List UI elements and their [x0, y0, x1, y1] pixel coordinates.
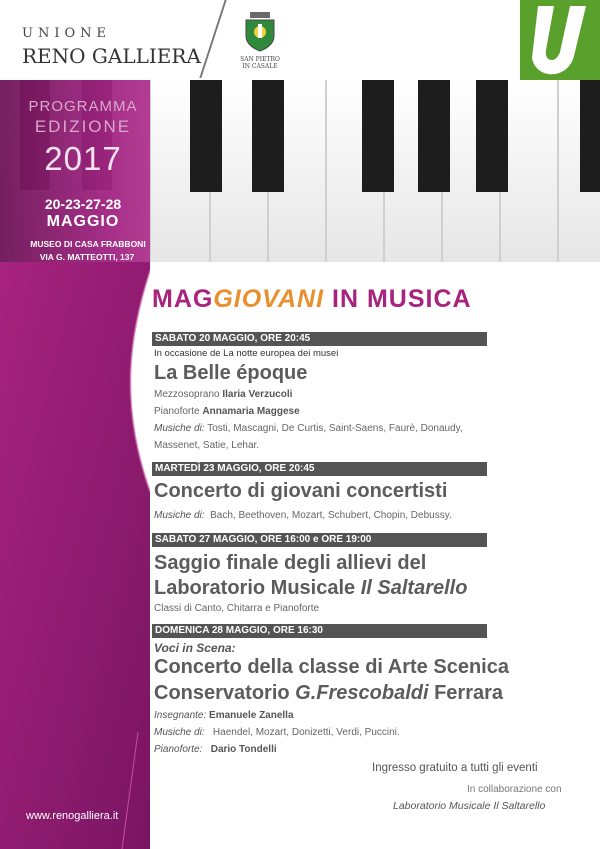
- event-4-title-line1: Concerto della classe di Arte Scenica: [154, 656, 509, 678]
- website-link[interactable]: www.renogalliera.it: [26, 810, 119, 822]
- collaboration-name: Laboratorio Musicale Il Saltarello: [393, 800, 546, 812]
- page-title: MAGGIOVANI IN MUSICA: [152, 285, 472, 313]
- magenta-curve-panel: [0, 262, 150, 849]
- event-4-title-line2: Conservatorio G.Frescobaldi Ferrara: [154, 682, 504, 704]
- event-2-title: Concerto di giovani concertisti: [154, 480, 448, 502]
- programma-label: PROGRAMMA: [28, 98, 138, 115]
- event-1-music-cont: Massenet, Satie, Lehar.: [154, 440, 260, 451]
- event-2-music: Musiche di: Bach, Beethoven, Mozart, Schubert, Chopin, Debussy.: [154, 510, 452, 521]
- event-1-performer-1: Mezzosoprano Ilaria Verzucoli: [154, 389, 293, 400]
- free-entry-note: Ingresso gratuito a tutti gli eventi: [372, 762, 538, 774]
- event-1-title: La Belle époque: [154, 362, 308, 384]
- event-month: MAGGIO: [46, 213, 120, 230]
- event-1-music: Musiche di: Tosti, Mascagni, De Curtis, Saint-Saens, Faurè, Donaudy,: [154, 423, 463, 434]
- event-3-date-bar: SABATO 27 MAGGIO, ORE 16:00 e ORE 19:00: [152, 533, 487, 547]
- event-4-date-bar: DOMENICA 28 MAGGIO, ORE 16:30: [152, 624, 487, 638]
- edition-year: 2017: [44, 140, 122, 177]
- event-4-teacher: Insegnante: Emanuele Zanella: [154, 710, 294, 721]
- event-1-performer-2: Pianoforte Annamaria Maggese: [154, 406, 300, 417]
- event-2-date-bar: MARTEDÌ 23 MAGGIO, ORE 20:45: [152, 462, 487, 476]
- venue-address: VIA G. MATTEOTTI, 137: [39, 252, 135, 262]
- collaboration-label: In collaborazione con: [467, 784, 562, 795]
- event-dates: 20-23-27-28: [44, 196, 122, 212]
- coat-of-arms-icon: [242, 10, 278, 52]
- event-3-classes: Classi di Canto, Chitarra e Pianoforte: [154, 603, 320, 614]
- brand-line1: UNIONE: [22, 26, 111, 41]
- edizione-label: EDIZIONE: [34, 117, 132, 136]
- event-1-date-bar: SABATO 20 MAGGIO, ORE 20:45: [152, 332, 487, 346]
- crest-label: SAN PIETRO IN CASALE: [240, 56, 280, 70]
- venue-name: MUSEO DI CASA FRABBONI: [30, 239, 146, 249]
- event-3-title-line1: Saggio finale degli allievi del: [154, 552, 427, 574]
- event-3-title-line2: Laboratorio Musicale Il Saltarello: [154, 577, 468, 599]
- event-4-music: Musiche di: Haendel, Mozart, Donizetti, Verdi, Puccini.: [154, 727, 400, 738]
- header-divider: [199, 0, 226, 78]
- event-1-note: In occasione de La notte europea dei musei: [154, 348, 339, 359]
- brand-line2: RENO GALLIERA: [22, 44, 201, 68]
- unione-logo-icon: [520, 0, 600, 80]
- event-4-piano: Pianoforte: Dario Tondelli: [154, 744, 277, 755]
- event-4-voci: Voci in Scena:: [154, 641, 236, 655]
